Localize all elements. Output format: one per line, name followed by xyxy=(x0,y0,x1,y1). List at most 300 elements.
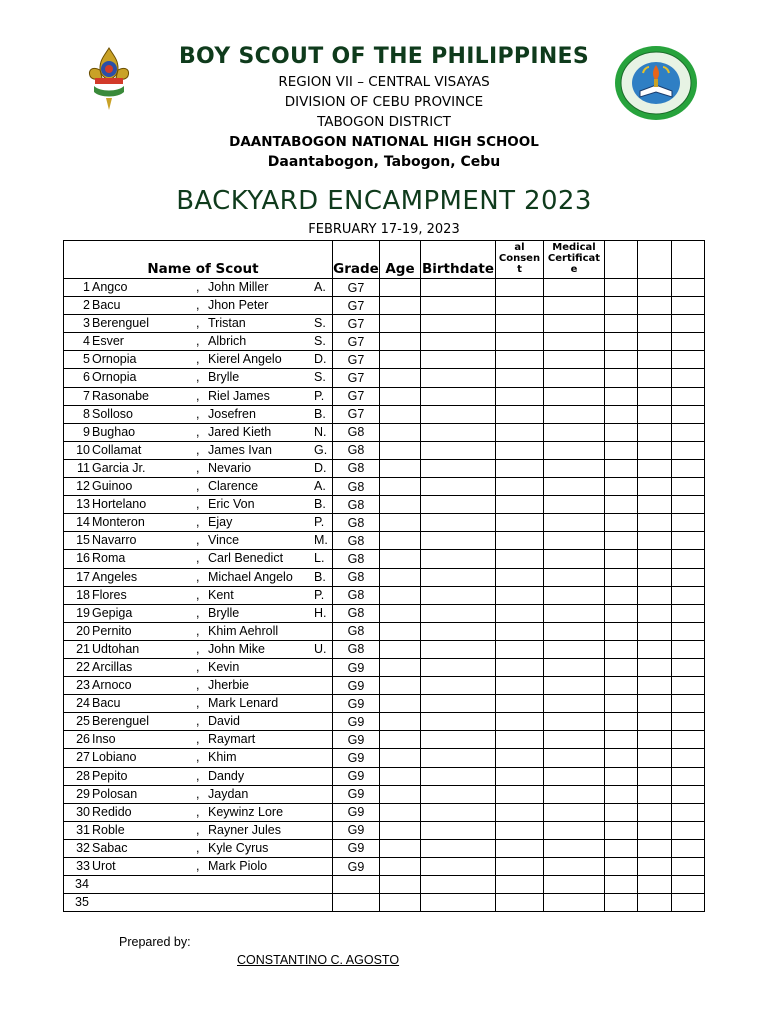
table-cell-empty xyxy=(544,315,605,333)
scout-grade-cell: G9 xyxy=(333,749,380,767)
name-separator: , xyxy=(196,659,200,674)
table-row xyxy=(64,478,705,496)
table-cell-empty xyxy=(672,839,705,857)
district-line: TABOGON DISTRICT xyxy=(317,114,451,130)
scout-middle-initial: A. xyxy=(314,280,326,294)
table-cell-empty xyxy=(672,514,705,532)
table-cell-empty xyxy=(421,821,496,839)
scout-number: 25 xyxy=(76,714,90,729)
table-cell-empty xyxy=(421,695,496,713)
scout-first-name: Vince xyxy=(208,533,240,548)
scout-last-name: Monteron xyxy=(92,515,145,530)
table-cell-empty xyxy=(544,622,605,640)
table-cell-empty xyxy=(421,478,496,496)
column-header-birthdate: Birthdate xyxy=(421,241,496,279)
name-separator: , xyxy=(196,497,200,512)
table-cell-empty xyxy=(544,405,605,423)
scout-last-name: Bughao xyxy=(92,424,136,439)
table-row xyxy=(64,550,705,568)
scout-last-name: Collamat xyxy=(92,442,142,457)
table-cell-empty xyxy=(421,894,496,912)
scout-first-name: Carl Benedict xyxy=(208,551,284,566)
table-row xyxy=(64,279,705,297)
scout-grade-cell: G8 xyxy=(333,459,380,477)
table-cell-empty xyxy=(421,713,496,731)
table-cell-empty xyxy=(421,496,496,514)
scout-middle-initial: S. xyxy=(314,334,326,349)
table-cell-empty xyxy=(605,876,638,894)
table-cell-empty xyxy=(544,767,605,785)
table-cell-empty xyxy=(333,876,380,894)
table-cell-empty xyxy=(380,423,421,441)
table-row-empty xyxy=(64,894,705,912)
scout-last-name: Berenguel xyxy=(92,714,149,729)
scout-first-name: Khim Aehroll xyxy=(208,623,279,638)
table-cell-empty xyxy=(380,858,421,876)
table-cell-empty xyxy=(672,894,705,912)
prepared-by-label: Prepared by: xyxy=(119,935,191,949)
scout-name-cell xyxy=(64,604,333,622)
scout-last-name: Roma xyxy=(92,551,126,566)
scout-name-cell xyxy=(64,658,333,676)
scout-first-name: Khim xyxy=(208,750,237,765)
scout-number: 28 xyxy=(76,768,90,783)
scout-number: 24 xyxy=(76,696,90,711)
scout-first-name: Brylle xyxy=(208,605,240,620)
table-cell-empty xyxy=(605,423,638,441)
division-line: DIVISION OF CEBU PROVINCE xyxy=(284,94,484,110)
scout-name-cell xyxy=(64,839,333,857)
name-separator: , xyxy=(196,406,200,421)
table-row xyxy=(64,297,705,315)
scout-grade-cell: G9 xyxy=(333,767,380,785)
table-cell-empty xyxy=(496,839,544,857)
table-cell-empty xyxy=(496,423,544,441)
scout-first-name: John Mike xyxy=(208,641,265,656)
name-separator: , xyxy=(196,696,200,711)
table-cell-empty xyxy=(605,369,638,387)
scout-first-name: Ejay xyxy=(208,515,233,530)
scout-name-cell xyxy=(64,550,333,568)
column-header-blank xyxy=(605,241,638,279)
scout-grade-cell: G7 xyxy=(333,351,380,369)
scout-last-name: Hortelano xyxy=(92,497,147,512)
table-cell-empty xyxy=(638,695,672,713)
scout-middle-initial: G. xyxy=(314,442,328,457)
scout-middle-initial: B. xyxy=(314,497,326,512)
table-row xyxy=(64,658,705,676)
scout-grade-cell: G8 xyxy=(333,550,380,568)
table-cell-empty xyxy=(605,387,638,405)
table-cell-empty xyxy=(380,550,421,568)
scout-first-name: James Ivan xyxy=(208,442,272,457)
table-cell-empty xyxy=(638,713,672,731)
table-row xyxy=(64,839,705,857)
table-cell-empty xyxy=(605,622,638,640)
scout-grade-cell: G9 xyxy=(333,839,380,857)
column-header-blank xyxy=(638,241,672,279)
table-row xyxy=(64,803,705,821)
table-cell-empty xyxy=(638,839,672,857)
name-separator: , xyxy=(196,587,200,602)
table-cell-empty xyxy=(496,351,544,369)
table-cell-empty xyxy=(496,658,544,676)
scout-number: 16 xyxy=(76,551,90,566)
table-cell-empty xyxy=(380,695,421,713)
table-cell-empty xyxy=(605,351,638,369)
scout-name-cell xyxy=(64,586,333,604)
table-cell-empty xyxy=(638,315,672,333)
scout-grade-cell: G8 xyxy=(333,640,380,658)
table-cell-empty xyxy=(638,297,672,315)
table-cell-empty xyxy=(496,640,544,658)
table-cell-empty xyxy=(380,333,421,351)
table-cell-empty xyxy=(544,839,605,857)
scout-last-name: Arnoco xyxy=(92,678,132,693)
table-cell-empty xyxy=(421,297,496,315)
table-cell-empty xyxy=(544,496,605,514)
table-cell-empty xyxy=(638,279,672,297)
table-row xyxy=(64,459,705,477)
table-cell-empty xyxy=(605,803,638,821)
table-row xyxy=(64,405,705,423)
table-cell-empty xyxy=(638,894,672,912)
scout-number: 32 xyxy=(76,840,90,855)
table-cell-empty xyxy=(672,876,705,894)
scout-middle-initial: B. xyxy=(314,406,326,421)
name-separator: , xyxy=(196,859,200,873)
prepared-by-name: CONSTANTINO C. AGOSTO xyxy=(237,953,400,967)
scout-grade-cell: G9 xyxy=(333,658,380,676)
name-separator: , xyxy=(196,768,200,783)
table-cell-empty xyxy=(421,568,496,586)
table-cell-empty xyxy=(380,387,421,405)
scout-grade-cell: G9 xyxy=(333,785,380,803)
table-cell-empty xyxy=(638,568,672,586)
scout-name-cell xyxy=(64,894,333,912)
scout-number: 4 xyxy=(83,334,90,349)
name-separator: , xyxy=(196,352,200,367)
table-cell-empty xyxy=(380,785,421,803)
scout-last-name: Udtohan xyxy=(92,641,140,656)
table-cell-empty xyxy=(421,749,496,767)
table-cell-empty xyxy=(421,658,496,676)
scout-number: 5 xyxy=(83,352,90,367)
table-row xyxy=(64,604,705,622)
table-cell-empty xyxy=(605,695,638,713)
table-cell-empty xyxy=(496,785,544,803)
scout-grade-cell: G7 xyxy=(333,315,380,333)
table-cell-empty xyxy=(605,279,638,297)
table-cell-empty xyxy=(380,749,421,767)
table-cell-empty xyxy=(605,441,638,459)
scout-middle-initial: D. xyxy=(314,460,327,475)
scout-last-name: Esver xyxy=(92,334,124,349)
scout-number: 26 xyxy=(76,732,90,747)
scout-name-cell xyxy=(64,459,333,477)
table-cell-empty xyxy=(380,731,421,749)
table-cell-empty xyxy=(638,550,672,568)
school-name: DAANTABOGON NATIONAL HIGH SCHOOL xyxy=(229,134,539,150)
scout-name-cell xyxy=(64,713,333,731)
table-cell-empty xyxy=(605,478,638,496)
table-cell-empty xyxy=(544,279,605,297)
table-cell-empty xyxy=(672,459,705,477)
table-cell-empty xyxy=(638,514,672,532)
table-cell-empty xyxy=(638,478,672,496)
table-cell-empty xyxy=(544,387,605,405)
scout-number: 13 xyxy=(76,497,90,512)
table-cell-empty xyxy=(638,387,672,405)
scout-number: 15 xyxy=(76,533,90,548)
table-cell-empty xyxy=(672,369,705,387)
table-cell-empty xyxy=(380,839,421,857)
table-row xyxy=(64,731,705,749)
table-cell-empty xyxy=(605,532,638,550)
scout-first-name: Kyle Cyrus xyxy=(208,840,269,855)
table-cell-empty xyxy=(333,894,380,912)
table-cell-empty xyxy=(496,514,544,532)
table-cell-empty xyxy=(496,858,544,876)
column-header-consent: al Consen t xyxy=(496,241,544,279)
scout-first-name: Nevario xyxy=(208,460,252,475)
scout-last-name: Inso xyxy=(92,732,116,747)
table-cell-empty xyxy=(672,405,705,423)
scout-number: 8 xyxy=(83,406,90,421)
table-cell-empty xyxy=(638,333,672,351)
column-header-medical: Medical Certificat e xyxy=(544,241,605,279)
column-header-grade: Grade xyxy=(333,241,380,279)
scout-first-name: Josefren xyxy=(208,406,256,421)
table-cell-empty xyxy=(421,459,496,477)
scout-grade-cell: G8 xyxy=(333,478,380,496)
scout-number: 23 xyxy=(76,678,90,693)
scout-name-cell xyxy=(64,821,333,839)
scout-grade-cell: G8 xyxy=(333,441,380,459)
scout-middle-initial: P. xyxy=(314,388,325,403)
table-cell-empty xyxy=(672,441,705,459)
table-cell-empty xyxy=(496,876,544,894)
scout-name-cell xyxy=(64,876,333,894)
table-cell-empty xyxy=(496,550,544,568)
scout-last-name: Urot xyxy=(92,859,116,873)
scout-middle-initial: U. xyxy=(314,641,327,656)
table-cell-empty xyxy=(421,387,496,405)
table-cell-empty xyxy=(672,532,705,550)
name-separator: , xyxy=(196,732,200,747)
table-cell-empty xyxy=(638,640,672,658)
table-cell-empty xyxy=(672,315,705,333)
table-cell-empty xyxy=(672,695,705,713)
event-dates: FEBRUARY 17-19, 2023 xyxy=(308,222,460,237)
scout-middle-initial: L. xyxy=(314,551,325,566)
table-cell-empty xyxy=(605,767,638,785)
scout-number: 12 xyxy=(76,479,90,494)
scout-last-name: Polosan xyxy=(92,786,138,801)
table-cell-empty xyxy=(380,351,421,369)
name-separator: , xyxy=(196,388,200,403)
scout-grade-cell: G8 xyxy=(333,568,380,586)
name-separator: , xyxy=(196,515,200,530)
table-cell-empty xyxy=(672,731,705,749)
table-cell-empty xyxy=(672,568,705,586)
table-row xyxy=(64,568,705,586)
table-cell-empty xyxy=(496,894,544,912)
scout-last-name: Garcia Jr. xyxy=(92,460,146,475)
scout-grade-cell: G9 xyxy=(333,713,380,731)
table-cell-empty xyxy=(672,423,705,441)
scout-grade-cell: G9 xyxy=(333,677,380,695)
table-cell-empty xyxy=(605,459,638,477)
scout-first-name: Jhon Peter xyxy=(208,298,269,313)
name-separator: , xyxy=(196,298,200,313)
scout-grade-cell: G8 xyxy=(333,496,380,514)
table-cell-empty xyxy=(638,532,672,550)
scout-grade-cell: G7 xyxy=(333,405,380,423)
table-cell-empty xyxy=(605,333,638,351)
table-row xyxy=(64,423,705,441)
scout-name-cell xyxy=(64,496,333,514)
table-cell-empty xyxy=(496,568,544,586)
scout-middle-initial: D. xyxy=(314,352,327,367)
table-cell-empty xyxy=(605,731,638,749)
table-cell-empty xyxy=(380,767,421,785)
table-cell-empty xyxy=(380,279,421,297)
table-cell-empty xyxy=(672,677,705,695)
scout-number: 27 xyxy=(76,750,90,765)
table-cell-empty xyxy=(421,622,496,640)
table-cell-empty xyxy=(496,315,544,333)
event-title: BACKYARD ENCAMPMENT 2023 xyxy=(176,186,592,216)
scout-name-cell xyxy=(64,785,333,803)
table-cell-empty xyxy=(496,441,544,459)
table-row xyxy=(64,315,705,333)
table-cell-empty xyxy=(544,568,605,586)
scout-first-name: David xyxy=(208,714,240,729)
scout-last-name: Berenguel xyxy=(92,316,149,331)
table-header-row xyxy=(64,241,705,279)
scout-number: 10 xyxy=(76,442,90,457)
scout-number: 20 xyxy=(76,623,90,638)
table-cell-empty xyxy=(496,279,544,297)
region-line: REGION VII – CENTRAL VISAYAS xyxy=(278,74,490,90)
table-cell-empty xyxy=(672,351,705,369)
table-cell-empty xyxy=(421,514,496,532)
scout-name-cell xyxy=(64,315,333,333)
table-cell-empty xyxy=(421,423,496,441)
table-cell-empty xyxy=(421,279,496,297)
table-cell-empty xyxy=(672,858,705,876)
name-separator: , xyxy=(196,714,200,729)
scout-last-name: Angeles xyxy=(92,569,138,584)
scout-first-name: Albrich xyxy=(208,334,247,349)
table-cell-empty xyxy=(605,640,638,658)
name-separator: , xyxy=(196,569,200,584)
scout-last-name: Bacu xyxy=(92,298,121,313)
scout-number: 2 xyxy=(83,298,90,313)
table-cell-empty xyxy=(496,496,544,514)
scout-last-name: Pernito xyxy=(92,623,132,638)
table-row xyxy=(64,785,705,803)
table-row xyxy=(64,749,705,767)
table-cell-empty xyxy=(421,876,496,894)
school-address: Daantabogon, Tabogon, Cebu xyxy=(267,154,501,170)
table-cell-empty xyxy=(496,767,544,785)
table-cell-empty xyxy=(380,532,421,550)
scout-roster-table xyxy=(63,240,705,912)
name-separator: , xyxy=(196,316,200,331)
table-cell-empty xyxy=(638,677,672,695)
table-row xyxy=(64,441,705,459)
scout-number: 19 xyxy=(76,605,90,620)
table-cell-empty xyxy=(605,821,638,839)
table-cell-empty xyxy=(638,858,672,876)
name-separator: , xyxy=(196,623,200,638)
table-cell-empty xyxy=(605,658,638,676)
table-cell-empty xyxy=(421,369,496,387)
table-cell-empty xyxy=(638,731,672,749)
scout-grade-cell: G8 xyxy=(333,514,380,532)
table-cell-empty xyxy=(638,351,672,369)
table-cell-empty xyxy=(496,297,544,315)
table-cell-empty xyxy=(496,586,544,604)
table-cell-empty xyxy=(380,478,421,496)
table-cell-empty xyxy=(672,821,705,839)
table-cell-empty xyxy=(380,315,421,333)
table-cell-empty xyxy=(544,441,605,459)
scout-number: 21 xyxy=(76,641,90,656)
table-cell-empty xyxy=(544,604,605,622)
table-cell-empty xyxy=(380,405,421,423)
scout-last-name: Solloso xyxy=(92,406,133,421)
table-cell-empty xyxy=(544,695,605,713)
table-cell-empty xyxy=(672,622,705,640)
table-cell-empty xyxy=(544,514,605,532)
table-cell-empty xyxy=(380,369,421,387)
scout-first-name: Jared Kieth xyxy=(208,424,272,439)
scout-name-cell xyxy=(64,803,333,821)
table-row xyxy=(64,586,705,604)
name-separator: , xyxy=(196,786,200,801)
table-cell-empty xyxy=(544,858,605,876)
name-separator: , xyxy=(196,804,200,819)
name-separator: , xyxy=(196,840,200,855)
name-separator: , xyxy=(196,334,200,349)
scout-middle-initial: S. xyxy=(314,316,326,331)
scout-last-name: Bacu xyxy=(92,696,121,711)
table-cell-empty xyxy=(544,803,605,821)
scout-last-name: Sabac xyxy=(92,840,128,855)
table-cell-empty xyxy=(380,713,421,731)
scout-name-cell xyxy=(64,731,333,749)
scout-name-cell xyxy=(64,387,333,405)
scout-number: 11 xyxy=(77,460,90,475)
scout-name-cell xyxy=(64,279,333,297)
scout-grade-cell: G9 xyxy=(333,821,380,839)
scout-grade-cell: G8 xyxy=(333,604,380,622)
table-cell-empty xyxy=(496,405,544,423)
name-separator: , xyxy=(196,424,200,439)
table-cell-empty xyxy=(605,839,638,857)
table-cell-empty xyxy=(544,351,605,369)
scout-grade-cell: G9 xyxy=(333,695,380,713)
table-row xyxy=(64,333,705,351)
table-cell-empty xyxy=(605,677,638,695)
scout-first-name: Riel James xyxy=(208,388,270,403)
table-cell-empty xyxy=(496,459,544,477)
table-cell-empty xyxy=(605,550,638,568)
table-cell-empty xyxy=(380,821,421,839)
